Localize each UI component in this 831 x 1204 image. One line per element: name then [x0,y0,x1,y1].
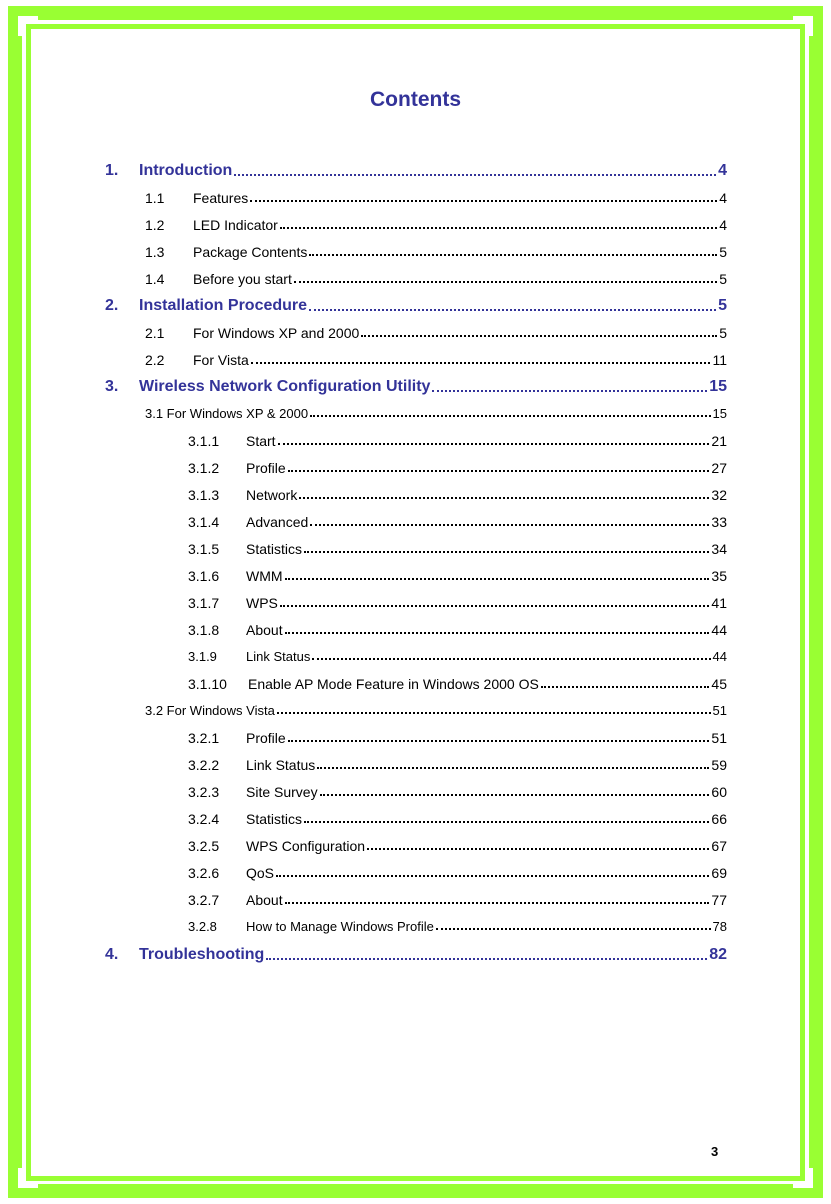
dot-leader [432,390,707,392]
toc-page: 5 [719,325,727,341]
toc-title: About [246,892,283,908]
toc-page: 69 [711,865,727,881]
toc-entry[interactable] [188,487,727,503]
toc-title: Advanced [246,514,309,530]
toc-page: 60 [711,784,727,800]
toc-entry[interactable] [145,271,727,287]
toc-number: 3.1.2 [188,460,220,476]
toc-number: 1.2 [145,217,165,233]
toc-title: QoS [246,865,275,881]
toc-page: 15 [712,406,727,421]
toc-entry[interactable] [145,325,727,341]
toc-entry[interactable] [188,514,727,530]
toc-title: Troubleshooting [139,946,265,963]
toc-entry[interactable] [188,757,727,773]
toc-entry[interactable] [188,460,727,476]
dot-leader [304,551,709,553]
dot-leader [280,227,717,229]
toc-number: 2.1 [145,325,165,341]
toc-number: 3.2.1 [188,730,220,746]
toc-title: Profile [246,730,286,746]
toc-number: 3.1.8 [188,622,220,638]
toc-page: 34 [711,541,727,557]
dot-leader [278,443,710,445]
toc-entry[interactable] [145,217,727,233]
dot-leader [310,415,710,417]
toc-number: 2. [105,297,119,314]
toc-title: WPS [246,595,278,611]
toc-number: 3.2.4 [188,811,220,827]
toc-title: LED Indicator [193,217,278,233]
toc-page: 33 [711,514,727,530]
toc-page: 67 [711,838,727,854]
dot-leader [312,658,710,660]
dot-leader [541,686,710,688]
toc-page: 35 [711,568,727,584]
toc-page: 82 [709,946,727,963]
toc-entry[interactable] [188,784,727,800]
toc-page: 4 [719,190,727,206]
dot-leader [304,821,709,823]
toc-entry[interactable] [188,811,727,827]
toc-title: WPS Configuration [246,838,366,854]
toc-page: 32 [711,487,727,503]
toc-page: 78 [712,919,727,934]
toc-page: 59 [711,757,727,773]
toc-number: 3.2.5 [188,838,220,854]
toc-page: 44 [712,649,727,664]
toc-entry[interactable] [188,730,727,746]
dot-leader [280,605,710,607]
toc-entry[interactable] [145,703,727,718]
toc-number: 3.1.9 [188,649,217,664]
toc-page: 11 [712,352,727,368]
toc-number: 3.2.3 [188,784,220,800]
dot-leader [285,632,710,634]
dot-leader [320,794,710,796]
toc-number: 3.1.6 [188,568,220,584]
toc-entry[interactable] [188,595,727,611]
toc-title: Installation Procedure [139,297,308,314]
toc-page: 5 [718,297,727,314]
toc-page: 15 [709,378,727,395]
toc-entry[interactable] [188,622,727,638]
toc-title: Package Contents [193,244,308,260]
toc-page: 5 [719,244,727,260]
toc-title: Link Status [246,649,311,664]
toc-number: 3.1.3 [188,487,220,503]
dot-leader [266,958,707,960]
toc-entry[interactable] [105,378,727,396]
toc-number: 3.2.7 [188,892,220,908]
toc-page: 5 [719,271,727,287]
toc-title: Features [193,190,249,206]
toc-entry[interactable] [145,406,727,421]
toc-page: 77 [711,892,727,908]
dot-leader [250,200,717,202]
toc-title: Statistics [246,541,303,557]
toc-entry[interactable] [145,352,727,368]
dot-leader [299,497,709,499]
toc-title: Statistics [246,811,303,827]
toc-page: 27 [711,460,727,476]
toc-title: WMM [246,568,283,584]
dot-leader [361,335,717,337]
dot-leader [277,712,711,714]
toc-entry[interactable] [188,541,727,557]
toc-entry[interactable] [105,946,727,964]
dot-leader [436,928,711,930]
toc-entry[interactable] [188,892,727,908]
toc-page: 51 [712,703,727,718]
dot-leader [367,848,709,850]
toc-entry[interactable] [188,568,727,584]
toc-title: Wireless Network Configuration Utility [139,378,431,395]
toc-entry[interactable] [188,838,727,854]
toc-number: 2.2 [145,352,165,368]
toc-number: 3.1.10 [188,676,227,692]
toc-page: 4 [719,217,727,233]
toc-page: 45 [711,676,727,692]
dot-leader [309,309,716,311]
toc-title: 3.2 For Windows Vista [145,703,275,718]
toc-number: 3.1.5 [188,541,220,557]
toc-title: Start [246,433,276,449]
toc-title: For Windows XP and 2000 [193,325,360,341]
page-number: 3 [711,1144,719,1159]
dot-leader [276,875,709,877]
dot-leader [288,740,710,742]
dot-leader [234,174,716,176]
toc-entry[interactable] [188,649,727,664]
dot-leader [285,902,710,904]
toc-title: How to Manage Windows Profile [246,919,434,934]
toc-number: 3.1.4 [188,514,220,530]
toc-title: Profile [246,460,286,476]
toc-title: Before you start [193,271,292,287]
toc-entry[interactable] [188,433,727,449]
toc-number: 3. [105,378,119,395]
toc-number: 1. [105,162,119,179]
toc-number: 3.2.8 [188,919,217,934]
dot-leader [317,767,709,769]
toc-page: 21 [711,433,727,449]
toc-number: 1.1 [145,190,165,206]
toc-entry[interactable] [105,162,727,180]
toc-number: 3.1.1 [188,433,220,449]
toc-page: 51 [711,730,727,746]
dot-leader [251,362,711,364]
toc-entry[interactable] [188,865,727,881]
toc-title: Enable AP Mode Feature in Windows 2000 OS [248,676,539,692]
toc-number: 4. [105,946,119,963]
toc-entry[interactable] [145,190,727,206]
toc-page: 66 [711,811,727,827]
toc-title: About [246,622,283,638]
toc-entry[interactable] [188,919,727,934]
toc-number: 3.2.6 [188,865,220,881]
toc-number: 3.1.7 [188,595,220,611]
toc-entry[interactable] [105,297,727,315]
toc-page: 44 [711,622,727,638]
toc-entry[interactable] [145,244,727,260]
dot-leader [309,254,717,256]
dot-leader [294,281,717,283]
toc-title: Network [246,487,298,503]
toc-title: Introduction [139,162,233,179]
toc-number: 1.4 [145,271,165,287]
dot-leader [285,578,710,580]
toc-entry[interactable] [188,676,727,692]
toc-page: 41 [711,595,727,611]
toc-title: Site Survey [246,784,318,800]
page-title: Contents [370,88,461,111]
dot-leader [288,470,710,472]
toc-page: 4 [718,162,727,179]
toc-number: 3.2.2 [188,757,220,773]
toc-number: 1.3 [145,244,165,260]
toc-title: Link Status [246,757,316,773]
toc-title: 3.1 For Windows XP & 2000 [145,406,309,421]
toc-title: For Vista [193,352,249,368]
dot-leader [310,524,709,526]
